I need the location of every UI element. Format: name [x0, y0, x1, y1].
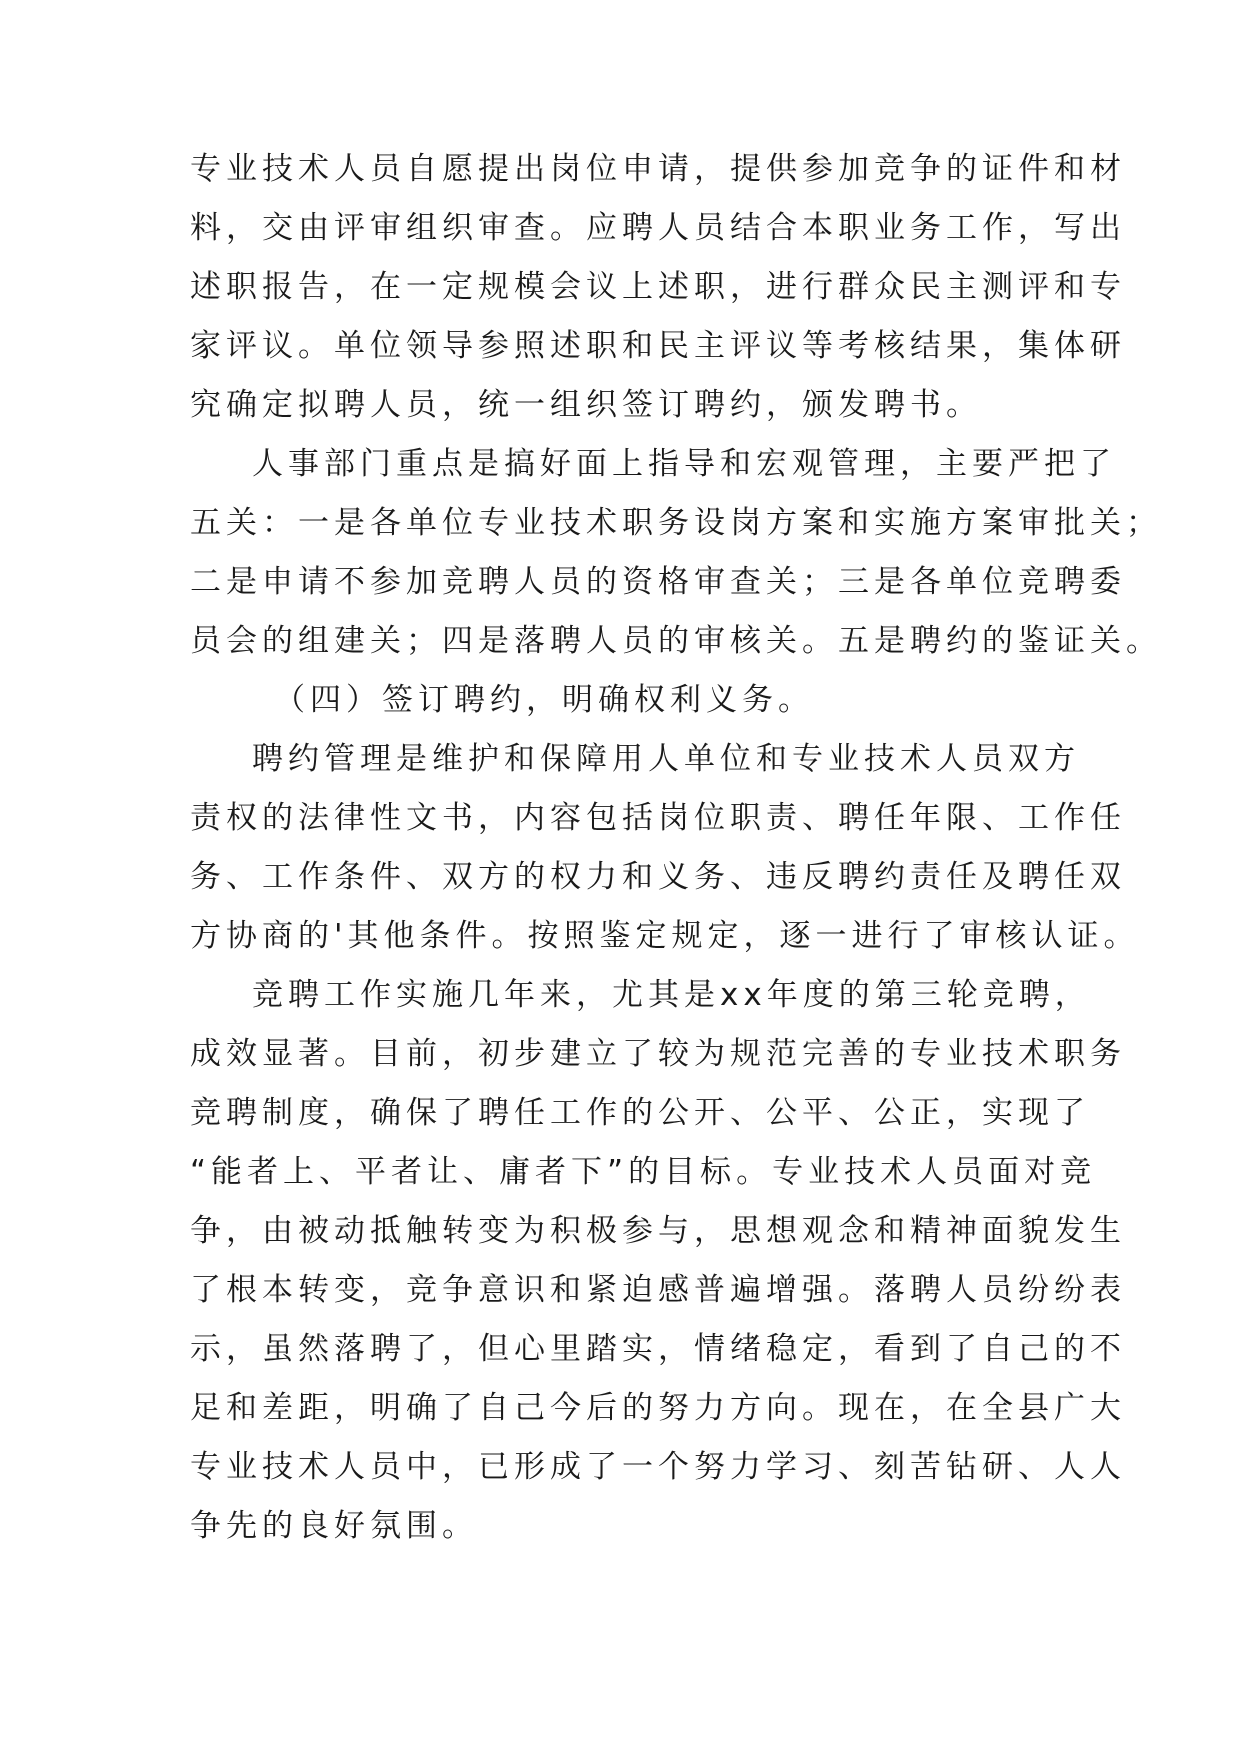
text-line: 了根本转变，竞争意识和紧迫感普遍增强。落聘人员纷纷表: [190, 1272, 1126, 1308]
text-line: “能者上、平者让、庸者下”的目标。专业技术人员面对竞: [190, 1154, 1097, 1190]
text-line: 二是申请不参加竞聘人员的资格审查关；三是各单位竞聘委: [190, 564, 1126, 600]
text-line: 足和差距，明确了自己今后的努力方向。现在，在全县广大: [190, 1390, 1126, 1426]
text-line: 述职报告，在一定规模会议上述职，进行群众民主测评和专: [190, 269, 1126, 305]
paragraph-first-line: 竞聘工作实施几年来，尤其是xx年度的第三轮竞聘，: [252, 977, 1091, 1013]
text-line: 专业技术人员自愿提出岗位申请，提供参加竞争的证件和材: [190, 151, 1126, 187]
text-line: 务、工作条件、双方的权力和义务、违反聘约责任及聘任双: [190, 859, 1126, 895]
text-line: 争先的良好氛围。: [190, 1508, 478, 1544]
text-line: 家评议。单位领导参照述职和民主评议等考核结果，集体研: [190, 328, 1126, 364]
document-body: [190, 140, 1162, 1556]
text-line: 争，由被动抵触转变为积极参与，思想观念和精神面貌发生: [190, 1213, 1126, 1249]
text-line: 示，虽然落聘了，但心里踏实，情绪稳定，看到了自己的不: [190, 1331, 1126, 1367]
text-line: 究确定拟聘人员，统一组织签订聘约，颁发聘书。: [190, 387, 982, 423]
paragraph-first-line: 聘约管理是维护和保障用人单位和专业技术人员双方: [252, 741, 1080, 777]
text-line: 专业技术人员中，已形成了一个努力学习、刻苦钻研、人人: [190, 1449, 1126, 1485]
text-line: 责权的法律性文书，内容包括岗位职责、聘任年限、工作任: [190, 800, 1126, 836]
text-line: 成效显著。目前，初步建立了较为规范完善的专业技术职务: [190, 1036, 1126, 1072]
text-line: 竞聘制度，确保了聘任工作的公开、公平、公正，实现了: [190, 1095, 1090, 1131]
text-line: 五关：一是各单位专业技术职务设岗方案和实施方案审批关；: [190, 505, 1162, 541]
paragraph-first-line: 人事部门重点是搞好面上指导和宏观管理，主要严把了: [252, 446, 1116, 482]
text-line: 料，交由评审组织审查。应聘人员结合本职业务工作，写出: [190, 210, 1126, 246]
text-line: 方协商的'其他条件。按照鉴定规定，逐一进行了审核认证。: [190, 918, 1140, 954]
section-heading: （四）签订聘约，明确权利义务。: [274, 682, 814, 718]
text-line: 员会的组建关；四是落聘人员的审核关。五是聘约的鉴证关。: [190, 623, 1162, 659]
